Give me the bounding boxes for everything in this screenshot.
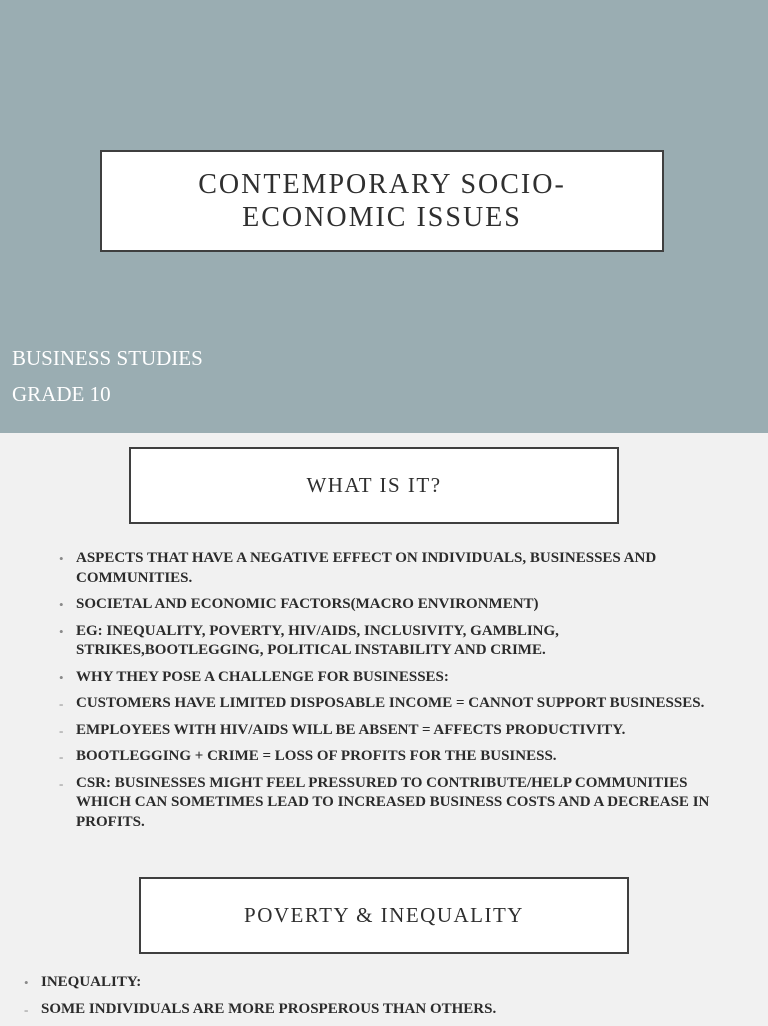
bullet-marker: •	[59, 597, 64, 612]
list-item	[55, 721, 715, 741]
poverty-inequality-heading-box	[139, 877, 629, 954]
list-item-text: WHY THEY POSE A CHALLENGE FOR BUSINESSES:	[76, 668, 449, 685]
dash-marker: -	[59, 696, 64, 711]
list-item-text: SOME INDIVIDUALS ARE MORE PROSPEROUS THAN OTHERS.	[41, 1000, 497, 1017]
what-is-it-heading-box	[129, 447, 619, 524]
list-item	[55, 595, 715, 615]
list-item-text: BOOTLEGGING + CRIME = LOSS OF PROFITS FOR THE BUSINESS.	[76, 748, 557, 764]
title-slide	[0, 0, 768, 433]
bullet-marker: •	[24, 975, 29, 990]
dash-marker: -	[59, 722, 64, 738]
subtitle-grade: GRADE 10	[12, 382, 111, 406]
list-item-text: ASPECTS THAT HAVE A NEGATIVE EFFECT ON INDIVIDUALS, BUSINESSES AND COMMUNITIES.	[76, 550, 657, 586]
list-item	[55, 622, 715, 661]
list-item-text: CSR: BUSINESSES MIGHT FEEL PRESSURED TO CONTRIBUTE/HELP COMMUNITIES WHICH CAN SOMETIMES LEAD TO INCREASED BUSINESS COSTS AND A DECREASE IN PROFITS.	[76, 774, 710, 830]
poverty-inequality-list	[20, 973, 720, 1026]
list-item	[20, 973, 720, 993]
bullet-marker: •	[59, 551, 64, 566]
title-box	[100, 150, 664, 252]
dash-marker: -	[24, 1001, 29, 1017]
what-is-it-heading: WHAT IS IT?	[306, 473, 442, 497]
bullet-marker: •	[59, 669, 64, 685]
list-item	[55, 774, 715, 833]
list-item	[55, 668, 715, 688]
subtitle-subject: BUSINESS STUDIES	[12, 346, 203, 370]
list-item	[55, 549, 715, 588]
what-is-it-list	[55, 549, 715, 839]
list-item-text: EG: INEQUALITY, POVERTY, HIV/AIDS, INCLUSIVITY, GAMBLING, STRIKES,BOOTLEGGING, POLITICAL INSTABILITY AND CRIME.	[76, 622, 559, 658]
dash-marker: -	[59, 775, 64, 791]
list-item	[20, 1000, 720, 1020]
dash-marker: -	[59, 749, 64, 764]
list-item-text: INEQUALITY:	[41, 974, 142, 990]
list-item	[55, 747, 715, 767]
list-item	[55, 694, 715, 714]
list-item-text: CUSTOMERS HAVE LIMITED DISPOSABLE INCOME = CANNOT SUPPORT BUSINESSES.	[76, 695, 705, 711]
list-item-text: EMPLOYEES WITH HIV/AIDS WILL BE ABSENT = AFFECTS PRODUCTIVITY.	[76, 721, 626, 738]
list-item-text: SOCIETAL AND ECONOMIC FACTORS(MACRO ENVIRONMENT)	[76, 596, 539, 612]
poverty-inequality-heading: POVERTY & INEQUALITY	[244, 903, 524, 927]
slide-title: CONTEMPORARY SOCIO-ECONOMIC ISSUES	[198, 169, 566, 233]
bullet-marker: •	[59, 623, 64, 639]
